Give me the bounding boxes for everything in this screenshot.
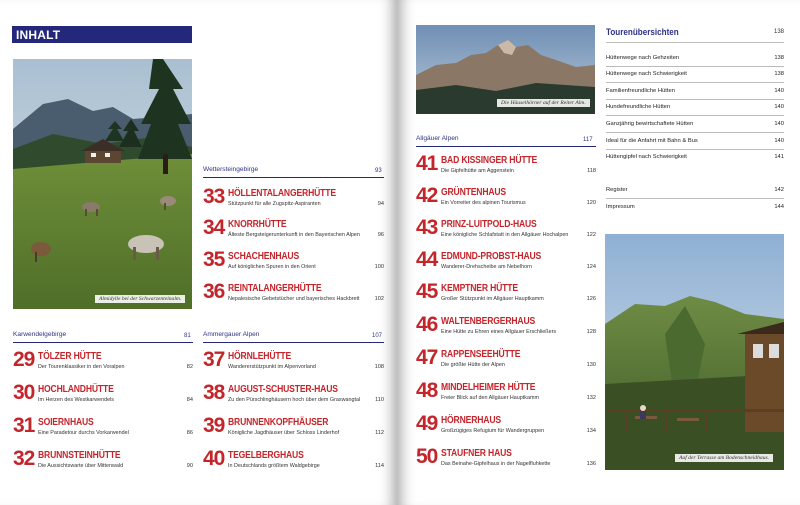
entry-title: STAUFNER HAUS [441,448,512,459]
entry-title: PRINZ-LUITPOLD-HAUS [441,219,537,230]
touren-item-page: 140 [774,104,784,110]
entry-page: 130 [586,362,596,368]
entry-page: 96 [377,232,384,238]
entry-page: 84 [186,397,193,403]
section-wetterstein-heading: Wettersteingebirge [203,166,259,173]
touren-item-page: 138 [774,71,784,77]
entry-title: KEMPTNER HÜTTE [441,283,518,294]
toc-entry-46[interactable] [416,315,596,339]
toc-entry-39[interactable] [203,416,384,440]
photo-caption-top: Die Häuselhörner auf der Reiter Alm. [497,99,590,107]
entry-page: 82 [186,364,193,370]
touren-item-label: Register [606,187,628,193]
entry-subtitle: Königliche Jagdhäuser über Schloss Linderhof [228,430,340,436]
entry-subtitle: Die Gipfelhütte am Aggenstein [441,168,514,174]
entry-title: TÖLZER HÜTTE [38,351,102,362]
entry-number: 30 [13,381,35,404]
entry-number: 43 [416,216,438,239]
section-ammergauer-heading: Ammergauer Alpen [203,331,260,338]
section-wetterstein-rule [203,177,384,178]
terrace-view-photo [605,234,784,470]
touren-item-label: Impressum [606,204,635,210]
touren-item-label: Hüttenwege nach Schwierigkeit [606,71,687,77]
touren-item-huettengipfel[interactable] [606,154,784,164]
entry-subtitle: Ein Vorreiter des alpinen Tourismus [441,200,526,206]
entry-number: 39 [203,414,225,437]
entry-title: HÖRNERHAUS [441,415,501,426]
toc-entry-50[interactable] [416,447,596,471]
toc-entry-31[interactable] [13,416,193,440]
entry-page: 128 [586,329,596,335]
entry-title: SCHACHENHAUS [228,251,300,262]
touren-item-schwierigkeit[interactable] [606,71,784,81]
entry-title: BAD KISSINGER HÜTTE [441,155,538,166]
entry-number: 48 [416,379,438,402]
touren-item-familien[interactable] [606,88,784,98]
entry-page: 124 [586,264,596,270]
entry-title: HOCHLANDHÜTTE [38,384,114,395]
entry-subtitle: In Deutschlands größtem Waldgebirge [228,463,320,469]
entry-number: 47 [416,346,438,369]
touren-item-label: Ganzjährig bewirtschaftete Hütten [606,121,694,127]
entry-number: 44 [416,248,438,271]
touren-item-label: Hüttengipfel nach Schwierigkeit [606,154,687,160]
touren-item-page: 142 [774,187,784,193]
entry-number: 36 [203,280,225,303]
entry-subtitle: Nepalesische Gebetstücher und bayerisches Hackbrett [228,296,360,302]
entry-title: HÖLLENTALANGERHÜTTE [228,188,336,199]
toc-entry-37[interactable] [203,350,384,374]
alpine-meadow-illustration [13,59,192,309]
entry-page: 108 [374,364,384,370]
entry-page: 122 [586,232,596,238]
toc-entry-47[interactable] [416,348,596,372]
toc-entry-44[interactable] [416,250,596,274]
entry-subtitle: Wandererstützpunkt im Alpenvorland [228,364,316,370]
entry-number: 46 [416,313,438,336]
entry-page: 94 [377,201,384,207]
toc-entry-35[interactable] [203,250,384,274]
entry-number: 31 [13,414,35,437]
entry-title: HÖRNLEHÜTTE [228,351,292,362]
section-karwendel-page: 81 [184,333,191,339]
entry-page: 132 [586,395,596,401]
entry-title: KNORRHÜTTE [228,219,287,230]
entry-number: 29 [13,348,35,371]
entry-page: 100 [374,264,384,270]
touren-item-register[interactable] [606,187,784,197]
toc-entry-34[interactable] [203,218,384,242]
toc-entry-32[interactable] [13,449,193,473]
touren-item-ganzjaehrig[interactable] [606,121,784,131]
entry-title: TEGELBERGHAUS [228,450,304,461]
touren-item-page: 140 [774,88,784,94]
entry-page: 118 [587,168,596,174]
touren-item-label: Hüttenwege nach Gehzeiten [606,55,680,61]
entry-title: BRUNNENKOPFHÄUSER [228,417,329,428]
toc-entry-30[interactable] [13,383,193,407]
touren-item-bahn-bus[interactable] [606,138,784,148]
entry-page: 126 [586,296,596,302]
entry-title: AUGUST-SCHUSTER-HAUS [228,384,338,395]
entry-title: MINDELHEIMER HÜTTE [441,382,536,393]
entry-page: 120 [586,200,596,206]
entry-page: 102 [374,296,384,302]
entry-page: 90 [186,463,193,469]
toc-entry-49[interactable] [416,414,596,438]
entry-number: 35 [203,248,225,271]
toc-entry-38[interactable] [203,383,384,407]
entry-subtitle: Auf königlichen Spuren in den Orient [228,264,316,270]
mountain-peaks-photo [416,25,595,114]
entry-number: 32 [13,447,35,470]
toc-entry-45[interactable] [416,282,596,306]
entry-number: 42 [416,184,438,207]
entry-number: 38 [203,381,225,404]
entry-title: WALTENBERGERHAUS [441,316,536,327]
photo-caption-left: Almidylle bei der Schwarzenteinalm. [95,295,185,303]
entry-page: 134 [586,428,596,434]
entry-subtitle: Älteste Bergsteigerunterkunft in den Bayerischen Alpen [228,232,360,238]
page-title: INHALT [16,28,61,42]
touren-item-impressum[interactable] [606,204,784,214]
toc-entry-43[interactable] [416,218,596,242]
touren-item-label: Ideal für die Anfahrt mit Bahn & Bus [606,138,698,144]
touren-heading: Tourenübersichten [606,27,679,37]
toc-entry-48[interactable] [416,381,596,405]
entry-page: 112 [375,430,384,436]
entry-number: 45 [416,280,438,303]
entry-number: 33 [203,185,225,208]
entry-page: 136 [586,461,596,467]
section-wetterstein-page: 93 [375,168,382,174]
touren-divider [606,99,784,100]
touren-item-label: Familienfreundliche Hütten [606,88,675,94]
entry-title: RAPPENSEEHÜTTE [441,349,521,360]
touren-divider [606,115,784,116]
entry-number: 37 [203,348,225,371]
touren-divider [606,149,784,150]
entry-subtitle: Zu den Pürschlinghäusern hoch über dem Graswangtal [228,397,361,403]
section-karwendel-rule [13,342,193,343]
touren-heading-rule [606,42,784,43]
touren-item-page: 140 [774,138,784,144]
inhalt-header-bar [12,26,192,43]
photo-caption-bottom: Auf der Terrasse am Bodenschneidhaus. [675,454,773,462]
touren-item-hunde[interactable] [606,104,784,114]
entry-number: 41 [416,152,438,175]
touren-divider [606,198,784,199]
entry-subtitle: Großzügiges Refugium für Wandergruppen [441,428,545,434]
entry-subtitle: Stützpunkt für alle Zugspitz-Aspiranten [228,201,321,207]
toc-entry-41[interactable] [416,154,596,178]
entry-page: 114 [375,463,384,469]
touren-item-gehzeiten[interactable] [606,55,784,65]
entry-subtitle: Die Aussichtswarte über Mittenwald [38,463,124,469]
entry-subtitle: Eine königliche Schlafstatt in den Allgäuer Hochalpen [441,232,569,238]
touren-item-page: 141 [774,154,784,160]
touren-divider [606,82,784,83]
toc-entry-42[interactable] [416,186,596,210]
section-karwendel-heading: Karwendelgebirge [13,331,67,338]
entry-page: 110 [375,397,384,403]
section-ammergauer-page: 107 [372,333,383,339]
touren-item-label: Hundefreundliche Hütten [606,104,671,110]
alpine-meadow-photo [13,59,192,309]
entry-subtitle: Die größte Hütte der Alpen [441,362,505,368]
touren-item-page: 144 [774,204,784,210]
entry-title: REINTALANGERHÜTTE [228,283,322,294]
entry-subtitle: Wanderer-Drehscheibe am Nebelhorn [441,264,532,270]
touren-divider [606,132,784,133]
entry-subtitle: Eine Hütte zu Ehren eines Allgäuer Erschließers [441,329,557,335]
touren-heading-page: 138 [774,29,785,35]
entry-page: 86 [186,430,193,436]
left-page [0,0,397,505]
entry-subtitle: Im Herzen des Westkarwendels [38,397,114,403]
entry-subtitle: Der Tourenklassiker in den Voralpen [38,364,125,370]
entry-number: 50 [416,445,438,468]
entry-subtitle: Das Beinahe-Gipfelhaus in der Nagelfluhkette [441,461,551,467]
touren-divider [606,66,784,67]
toc-entry-29[interactable] [13,350,193,374]
toc-entry-40[interactable] [203,449,384,473]
entry-title: GRÜNTENHAUS [441,187,507,198]
terrace-view-illustration [605,234,784,470]
entry-subtitle: Großer Stützpunkt im Allgäuer Hauptkamm [441,296,544,302]
entry-title: EDMUND-PROBST-HAUS [441,251,542,262]
touren-item-page: 140 [774,121,784,127]
entry-subtitle: Eine Paradetour durchs Vorkarwendel [38,430,129,436]
section-allgaeuer-page: 117 [583,137,593,143]
entry-title: SOIERNHAUS [38,417,94,428]
toc-entry-33[interactable] [203,187,384,211]
toc-entry-36[interactable] [203,282,384,306]
entry-number: 34 [203,216,225,239]
section-allgaeuer-heading: Allgäuer Alpen [416,135,459,142]
touren-item-page: 138 [774,55,784,61]
entry-title: BRUNNSTEINHÜTTE [38,450,121,461]
section-allgaeuer-rule [416,146,596,147]
entry-number: 40 [203,447,225,470]
section-ammergauer-rule [203,342,384,343]
entry-number: 49 [416,412,438,435]
entry-subtitle: Freier Blick auf den Allgäuer Hauptkamm [441,395,539,401]
